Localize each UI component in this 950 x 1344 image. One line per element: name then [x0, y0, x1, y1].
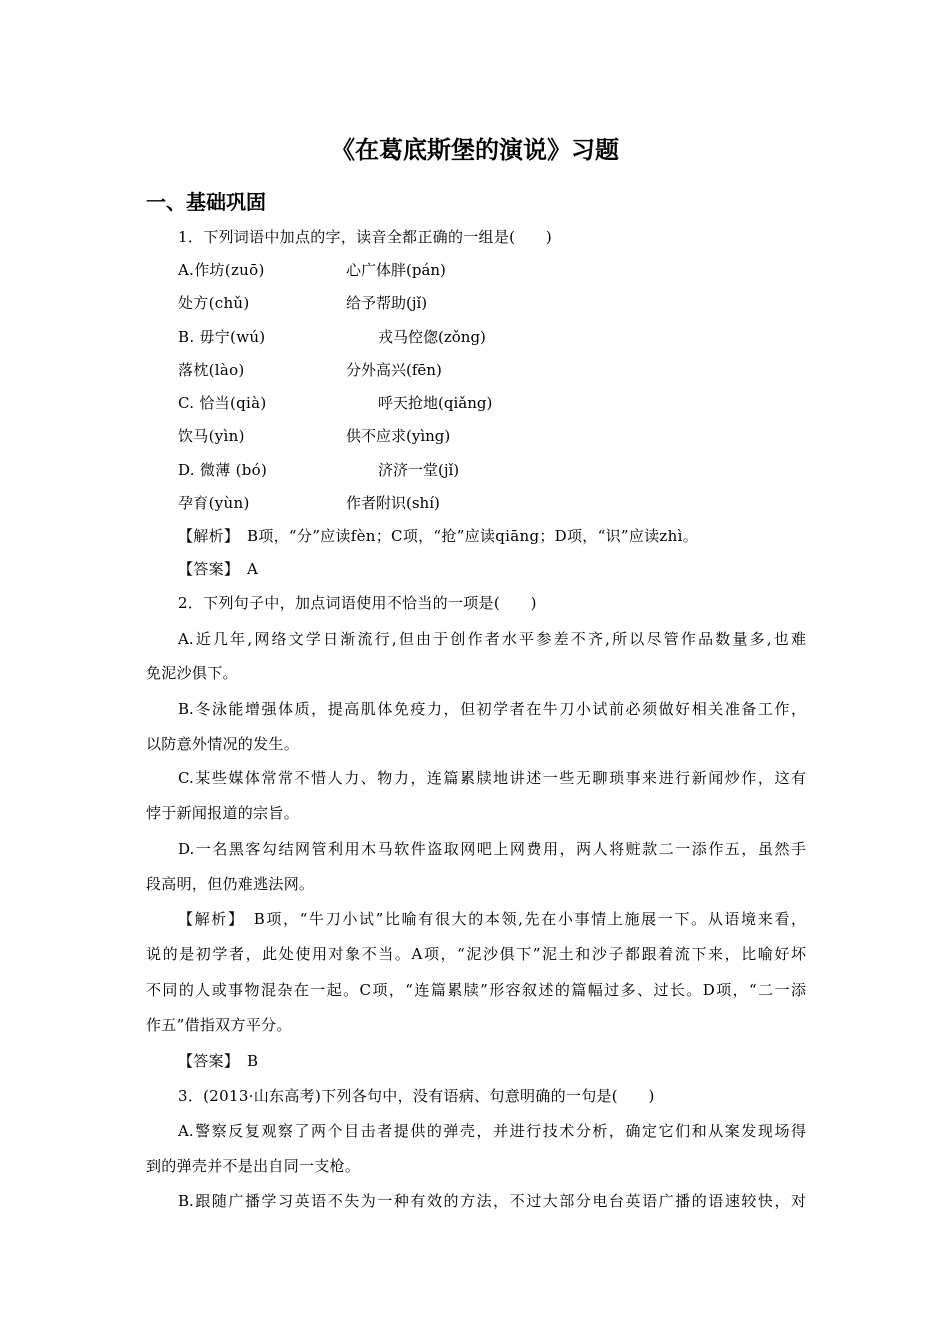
q1-option-c2-right: 供不应求(yìng) — [346, 427, 451, 445]
q2-analysis-line3: 不同的人或事物混杂在一起。C项，“连篇累牍”形容叙述的篇幅过多、过长。D项，“二一添 — [146, 981, 806, 999]
q1-answer: 【答案】 A — [178, 560, 259, 578]
q1-option-b-left: B. 毋宁(wú) — [178, 328, 266, 346]
question-3-stem: 3．(2013·山东高考)下列各句中，没有语病、句意明确的一句是( ) — [178, 1087, 655, 1105]
q2-option-c-line2: 悖于新闻报道的宗旨。 — [146, 804, 300, 822]
q1-option-a-left: A.作坊(zuō) — [178, 261, 265, 279]
q1-option-d-right: 济济一堂(jǐ) — [378, 461, 460, 479]
q2-option-d-line2: 段高明，但仍难逃法网。 — [146, 875, 315, 893]
q1-option-a-right: 心广体胖(pán) — [346, 261, 446, 279]
q2-analysis-line2: 说的是初学者，此处使用对象不当。A项，“泥沙俱下”泥土和沙子都跟着流下来，比喻好坏 — [146, 945, 806, 963]
q2-option-c-line1: C.某些媒体常常不惜人力、物力，连篇累牍地讲述一些无聊琐事来进行新闻炒作，这有 — [178, 769, 806, 787]
q1-option-c-right: 呼天抢地(qiǎng) — [378, 394, 493, 412]
q2-option-b-line1: B.冬泳能增强体质，提高肌体免疫力，但初学者在牛刀小试前必须做好相关准备工作， — [178, 700, 806, 718]
q2-option-a-line2: 免泥沙俱下。 — [146, 664, 238, 682]
q1-option-a2-left: 处方(chǔ) — [178, 294, 250, 312]
q1-option-b-right: 戎马倥偬(zǒng) — [378, 328, 486, 346]
q1-option-c-left: C. 恰当(qià) — [178, 394, 267, 412]
question-1-stem: 1．下列词语中加点的字，读音全都正确的一组是( ) — [178, 228, 553, 246]
q2-option-a-line1: A.近几年,网络文学日渐流行,但由于创作者水平参差不齐,所以尽管作品数量多,也难 — [178, 630, 806, 648]
q1-option-b2-left: 落枕(lào) — [178, 361, 245, 379]
q2-analysis-line1: 【解析】 B项，“牛刀小试”比喻有很大的本领,先在小事情上施展一下。从语境来看， — [178, 910, 806, 928]
q1-option-d2-right: 作者附识(shí) — [346, 494, 440, 512]
q1-option-a2-right: 给予帮助(jǐ) — [346, 294, 428, 312]
page-title: 《在葛底斯堡的演说》习题 — [331, 136, 619, 164]
q3-option-b-line1: B.跟随广播学习英语不失为一种有效的方法，不过大部分电台英语广播的语速较快，对 — [178, 1192, 806, 1210]
q1-option-c2-left: 饮马(yìn) — [178, 427, 245, 445]
q1-option-d2-left: 孕育(yùn) — [178, 494, 250, 512]
q1-option-d-left: D. 微薄 (bó) — [178, 461, 268, 479]
q1-analysis: 【解析】 B项，“分”应读fèn；C项，“抢”应读qiāng；D项，“识”应读zhì。 — [178, 527, 698, 545]
q2-answer: 【答案】 B — [178, 1052, 259, 1070]
q2-option-b-line2: 以防意外情况的发生。 — [146, 735, 300, 753]
q2-analysis-line4: 作五”借指双方平分。 — [146, 1016, 292, 1034]
section-heading: 一、基础巩固 — [146, 190, 266, 214]
question-2-stem: 2．下列句子中，加点词语使用不恰当的一项是( ) — [178, 594, 537, 612]
q2-option-d-line1: D.一名黑客勾结网管利用木马软件盗取网吧上网费用，两人将赃款二一添作五，虽然手 — [178, 840, 806, 858]
q3-option-a-line2: 到的弹壳并不是出自同一支枪。 — [146, 1157, 361, 1175]
q1-option-b2-right: 分外高兴(fēn) — [346, 361, 442, 379]
q3-option-a-line1: A.警察反复观察了两个目击者提供的弹壳，并进行技术分析，确定它们和从案发现场得 — [178, 1122, 806, 1140]
